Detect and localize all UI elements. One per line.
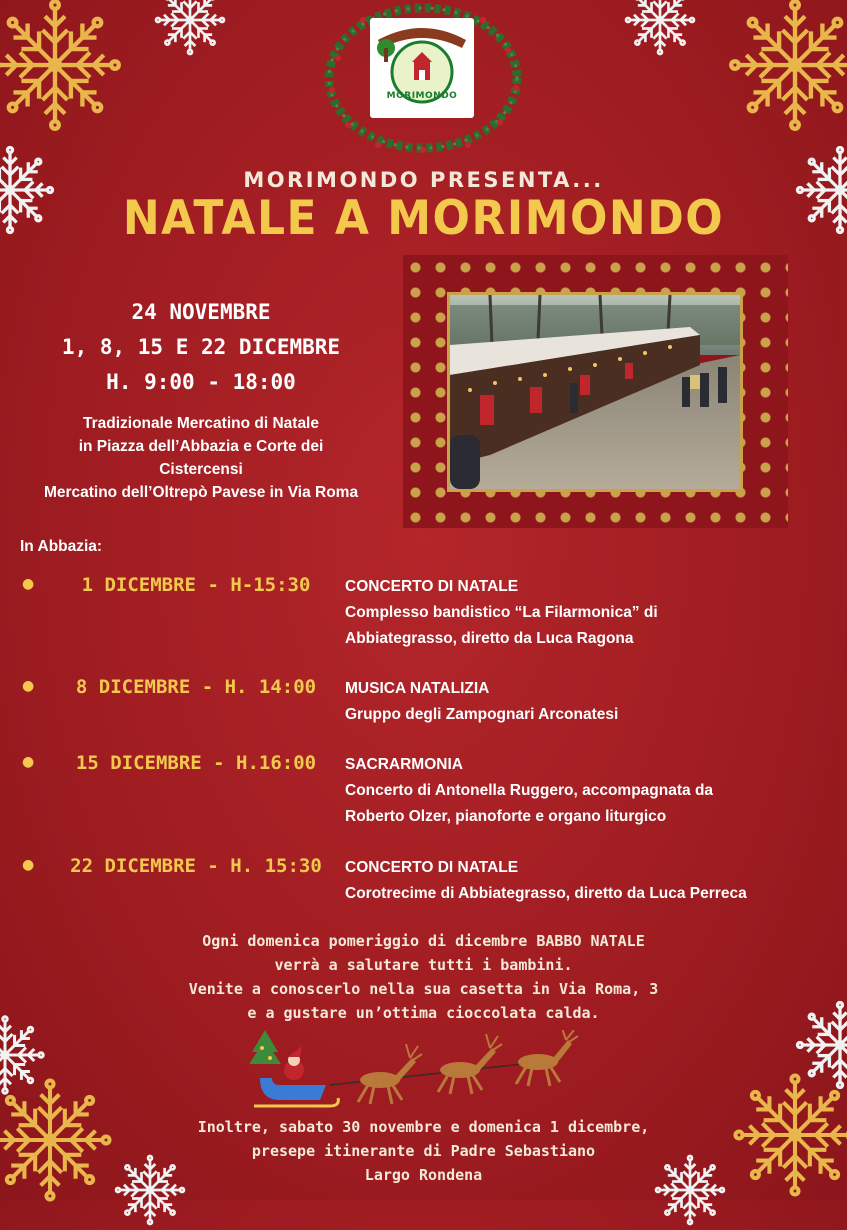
presepe-line: Largo Rondena	[364, 1166, 483, 1184]
event-line: Roberto Olzer, pianoforte e organo liturgico	[345, 808, 667, 825]
date-line: H. 9:00 - 18:00	[106, 370, 296, 394]
event-line: Concerto di Antonella Ruggero, accompagnata da	[345, 782, 714, 799]
babbo-line: verrà a salutare tutti i bambini.	[274, 956, 573, 974]
description-line: Tradizionale Mercatino di Natale	[82, 415, 319, 432]
event-when: 15 DICEMBRE - H.16:00	[75, 752, 317, 774]
event-when: 1 DICEMBRE - H-15:30	[81, 574, 311, 596]
description-line: Mercatino dell’Oltrepò Pavese in Via Roma	[43, 484, 359, 501]
reindeer-icon	[358, 1044, 422, 1104]
event-line: Abbiategrasso, diretto da Luca Ragona	[345, 630, 634, 647]
bullet-icon: ●	[22, 576, 35, 592]
description-line: in Piazza dell’Abbazia e Corte dei	[78, 438, 324, 455]
event-details	[345, 574, 825, 652]
snowflake-icon	[0, 0, 130, 140]
logo-name: MORIMONDO	[386, 91, 458, 101]
description-line: Cistercensi	[159, 461, 243, 478]
event-title: SACRARMONIA	[345, 756, 463, 773]
in-abbazia-label: In Abbazia:	[20, 538, 103, 555]
presenta-heading: MORIMONDO PRESENTA...	[243, 168, 604, 192]
babbo-line: Venite a conoscerlo nella sua casetta in Via Roma, 3	[188, 980, 659, 998]
logo	[318, 0, 528, 160]
event-when: 22 DICEMBRE - H. 15:30	[70, 855, 322, 877]
bullet-icon: ●	[22, 754, 35, 770]
dates-block	[0, 295, 402, 400]
reindeer-icon	[438, 1034, 502, 1094]
babbo-natale-text	[0, 929, 847, 1025]
event-line: Complesso bandistico “La Filarmonica” di	[345, 604, 658, 621]
snowflake-icon	[150, 0, 230, 60]
bullet-icon: ●	[22, 678, 35, 694]
sleigh-illustration	[250, 1030, 590, 1115]
babbo-line: Ogni domenica pomeriggio di dicembre BABBO NATALE	[202, 932, 645, 950]
event-details	[345, 855, 825, 907]
event-title: CONCERTO DI NATALE	[345, 578, 519, 595]
market-photo	[447, 292, 743, 492]
date-line: 1, 8, 15 E 22 DICEMBRE	[61, 335, 341, 359]
event-when: 8 DICEMBRE - H. 14:00	[75, 676, 317, 698]
reindeer-icon	[516, 1030, 578, 1086]
christmas-tree-icon	[250, 1030, 281, 1064]
event-details	[345, 676, 825, 728]
event-title: MUSICA NATALIZIA	[345, 680, 490, 697]
presepe-text	[0, 1115, 847, 1187]
snowflake-icon	[620, 0, 700, 60]
bullet-icon: ●	[22, 857, 35, 873]
page-title: NATALE A MORIMONDO	[122, 190, 725, 247]
snowflake-icon	[720, 0, 847, 140]
market-description	[0, 412, 402, 504]
event-line: Corotrecime di Abbiategrasso, diretto da Luca Perreca	[345, 885, 747, 902]
event-line: Gruppo degli Zampognari Arconatesi	[345, 706, 619, 723]
presepe-line: presepe itinerante di Padre Sebastiano	[251, 1142, 596, 1160]
babbo-line: e a gustare un’ottima cioccolata calda.	[247, 1004, 600, 1022]
presepe-line: Inoltre, sabato 30 novembre e domenica 1 dicembre,	[197, 1118, 650, 1136]
event-details	[345, 752, 825, 830]
event-title: CONCERTO DI NATALE	[345, 859, 519, 876]
date-line: 24 NOVEMBRE	[131, 300, 271, 324]
